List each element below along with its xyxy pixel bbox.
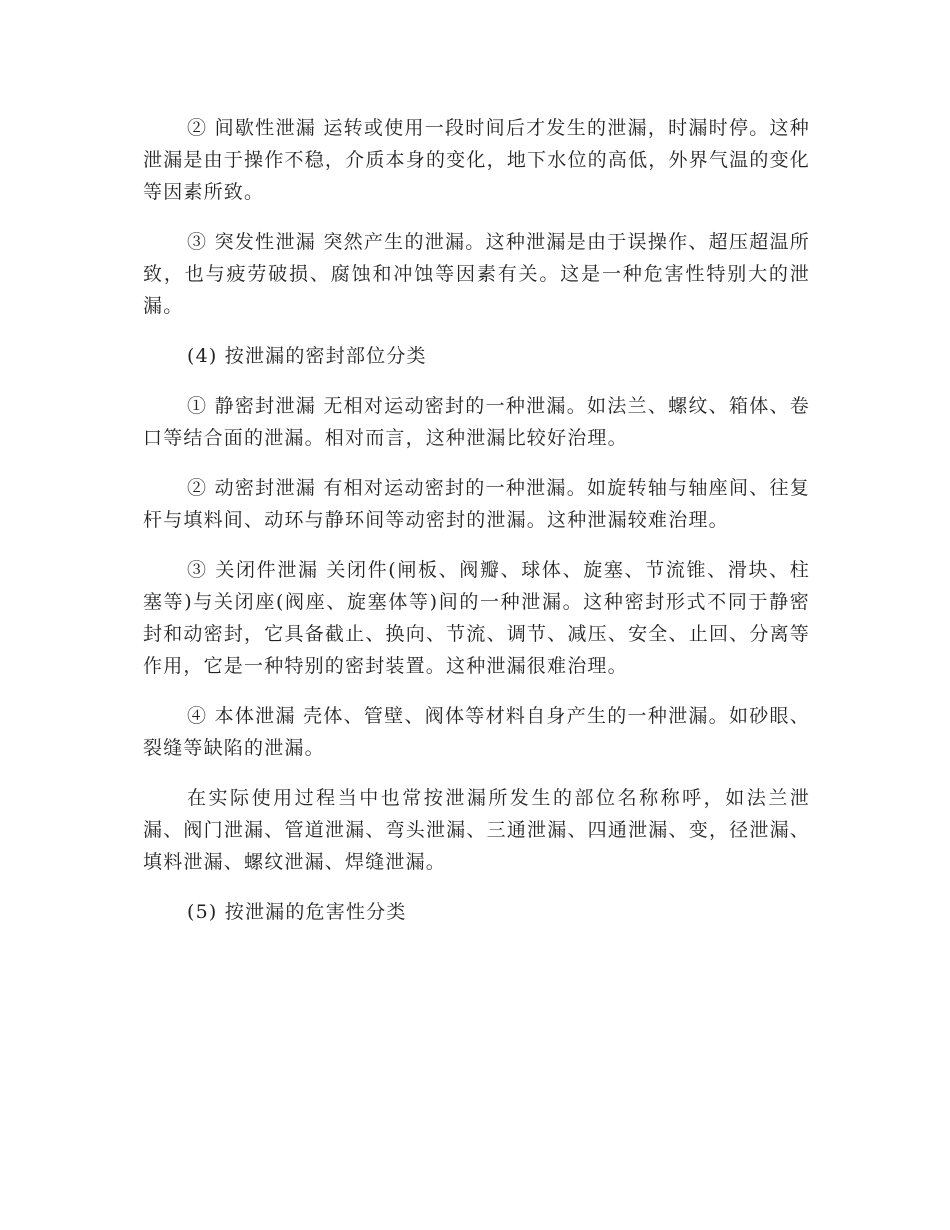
document-body: [143, 112, 810, 946]
paragraph-sudden-leak: ③ 突发性泄漏 突然产生的泄漏。这种泄漏是由于误操作、超压超温所致，也与疲劳破损、腐蚀和冲蚀等因素有关。这是一种危害性特别大的泄漏。: [143, 231, 810, 317]
paragraph-closure-leak: ③ 关闭件泄漏 关闭件(闸板、阀瓣、球体、旋塞、节流锥、滑块、柱塞等)与关闭座(阀座、旋塞体等)间的一种泄漏。这种密封形式不同于静密封和动密封，它具备截止、换向、节流、调节、减压、安全、止回、分离等作用，它是一种特别的密封装置。这种泄漏很难治理。: [143, 559, 810, 677]
paragraph-body-leak: ④ 本体泄漏 壳体、管壁、阀体等材料自身产生的一种泄漏。如砂眼、裂缝等缺陷的泄漏。: [143, 705, 810, 759]
paragraph-location-naming: 在实际使用过程当中也常按泄漏所发生的部位名称称呼，如法兰泄漏、阀门泄漏、管道泄漏、弯头泄漏、三通泄漏、四通泄漏、变，径泄漏、填料泄漏、螺纹泄漏、焊缝泄漏。: [143, 787, 810, 873]
section-heading-seal-location: (4) 按泄漏的密封部位分类: [187, 345, 427, 367]
paragraph-intermittent-leak: ② 间歇性泄漏 运转或使用一段时间后才发生的泄漏，时漏时停。这种泄漏是由于操作不稳，介质本身的变化，地下水位的高低，外界气温的变化等因素所致。: [143, 117, 810, 203]
paragraph-dynamic-seal-leak: ② 动密封泄漏 有相对运动密封的一种泄漏。如旋转轴与轴座间、往复杆与填料间、动环与静环间等动密封的泄漏。这种泄漏较难治理。: [143, 477, 810, 531]
paragraph-static-seal-leak: ① 静密封泄漏 无相对运动密封的一种泄漏。如法兰、螺纹、箱体、卷口等结合面的泄漏。相对而言，这种泄漏比较好治理。: [143, 395, 810, 449]
section-heading-hazard: (5) 按泄漏的危害性分类: [187, 901, 407, 923]
